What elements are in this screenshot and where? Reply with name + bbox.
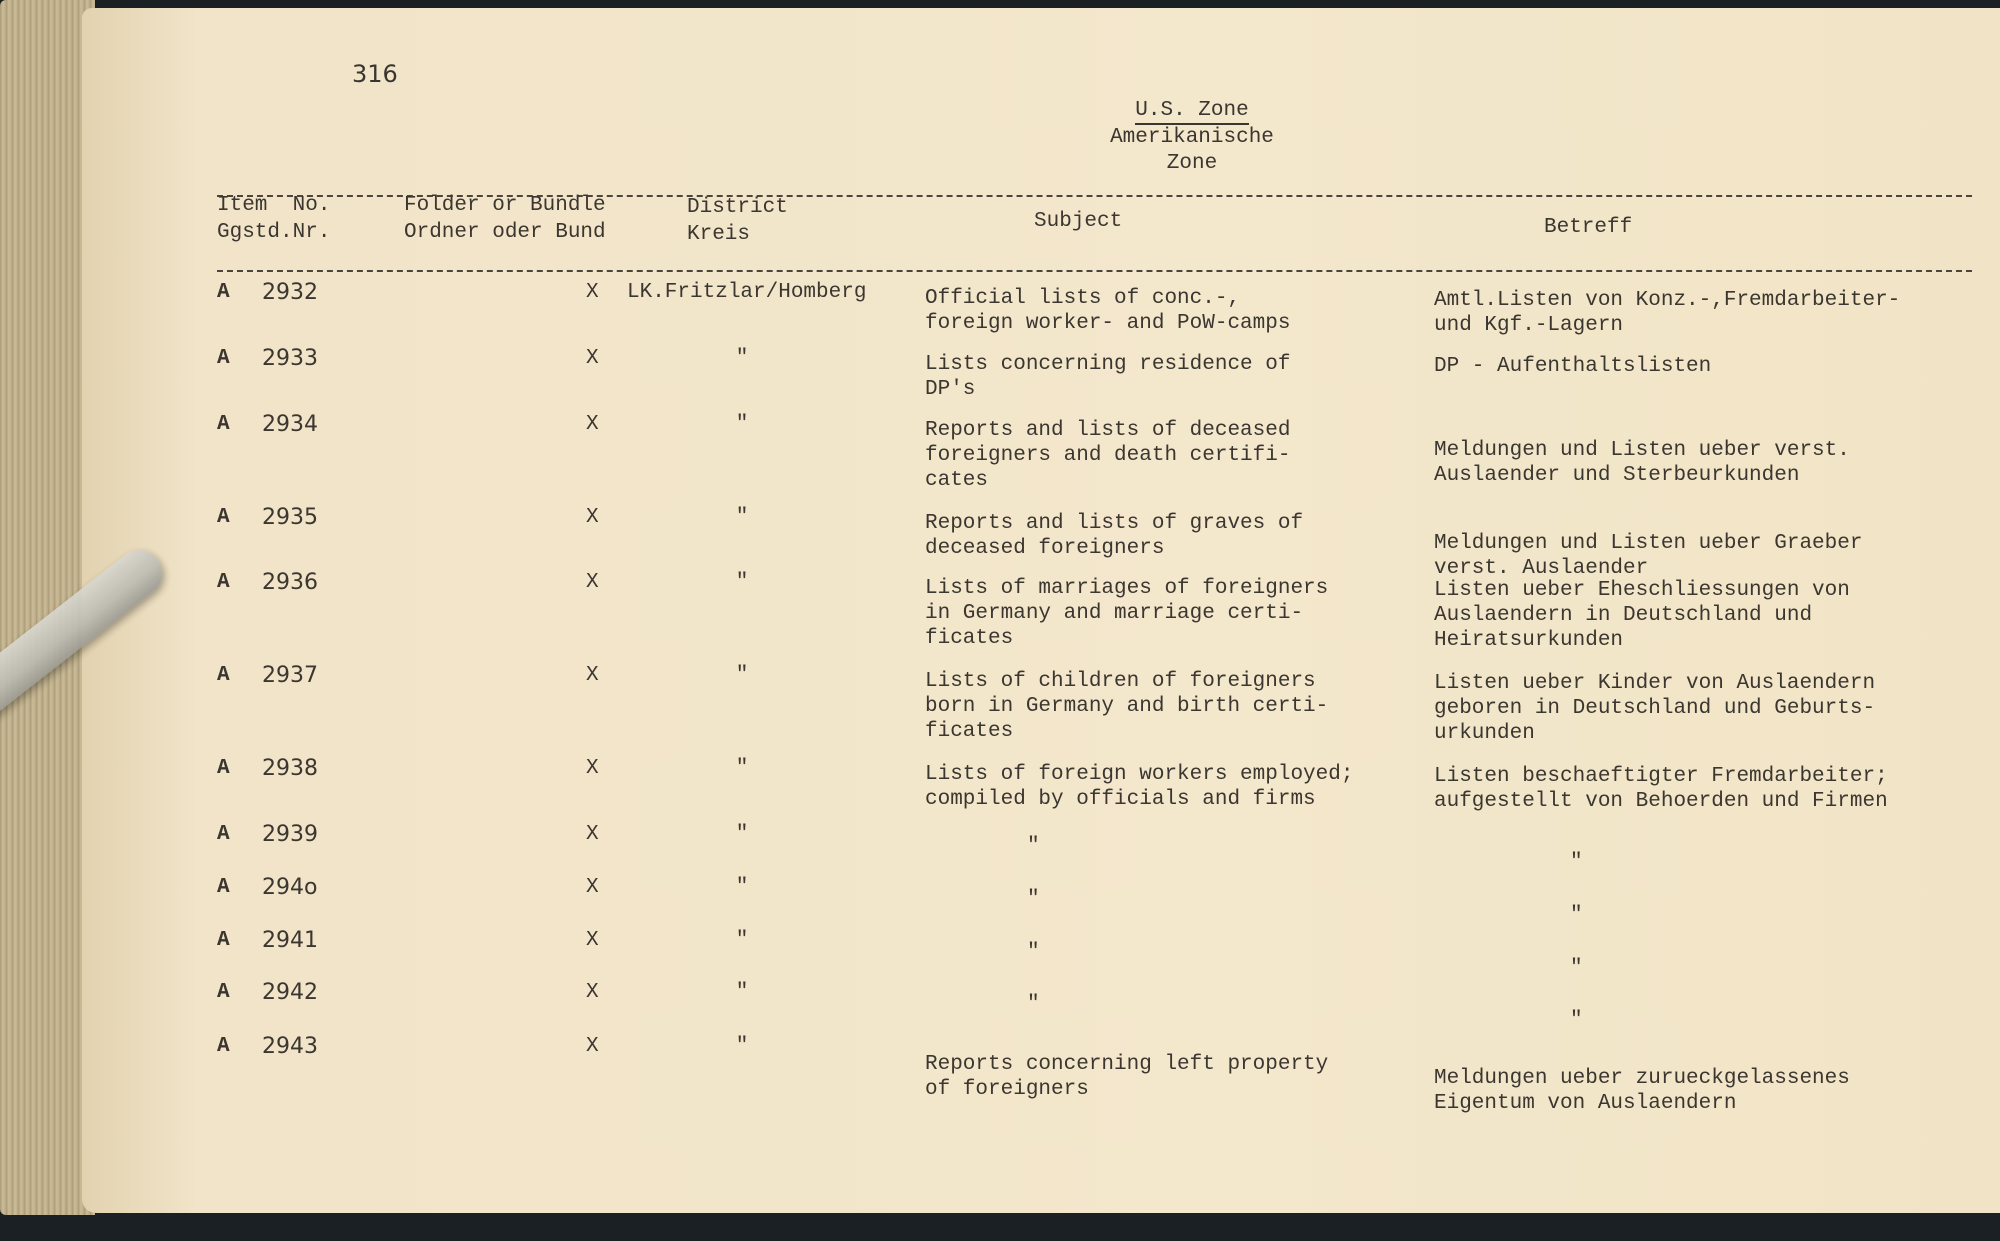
row-letter: A: [217, 664, 230, 687]
row-subject-line: compiled by officials and firms: [925, 788, 1316, 811]
row-folder-mark: X: [586, 929, 599, 952]
row-letter: A: [217, 981, 230, 1004]
row-subject: [925, 669, 1328, 744]
header-item-no-en: Item No.: [217, 194, 331, 217]
row-subject-ditto: ": [1027, 993, 1040, 1016]
row-subject-line: born in Germany and birth certi-: [925, 695, 1329, 718]
header-item-no-de: Ggstd.Nr.: [217, 221, 331, 244]
header-district-de: Kreis: [687, 223, 751, 246]
row-betreff-line: Meldungen und Listen ueber verst.: [1434, 439, 1850, 462]
row-folder-mark: X: [586, 571, 599, 594]
row-betreff-line: DP - Aufenthaltslisten: [1434, 355, 1712, 378]
row-district: ": [735, 876, 749, 899]
row-subject-line: Lists concerning residence of: [925, 353, 1291, 376]
row-subject-line: Lists of marriages of foreigners: [925, 577, 1329, 600]
row-subject-line: cates: [925, 469, 989, 492]
row-item-number: 2939: [262, 822, 318, 847]
row-subject: [925, 286, 1290, 336]
row-district: ": [735, 664, 749, 687]
page-number: 316: [352, 60, 398, 88]
row-letter: A: [217, 876, 230, 899]
row-item-number: 2943: [262, 1034, 318, 1059]
row-subject-ditto: ": [1027, 835, 1040, 858]
row-subject-line: Reports and lists of graves of: [925, 512, 1304, 535]
row-subject-line: of foreigners: [925, 1078, 1089, 1101]
row-letter: A: [217, 757, 230, 780]
header-folder-de: Ordner oder Bund: [404, 221, 606, 244]
row-item-number: 2932: [262, 280, 318, 305]
row-betreff-line: verst. Auslaender: [1434, 557, 1649, 580]
row-item-number: 2933: [262, 346, 318, 371]
row-subject-line: DP's: [925, 378, 976, 401]
row-betreff: [1434, 671, 1875, 746]
row-district: ": [735, 757, 749, 780]
row-betreff-line: Heiratsurkunden: [1434, 629, 1624, 652]
row-betreff-line: Auslaendern in Deutschland und: [1434, 604, 1813, 627]
row-betreff-ditto: ": [1570, 957, 1583, 980]
row-betreff: [1434, 1066, 1850, 1116]
row-item-number: 2938: [262, 756, 318, 781]
row-subject: [925, 511, 1303, 561]
row-betreff-line: Listen beschaeftigter Fremdarbeiter;: [1434, 765, 1888, 788]
header-subject: Subject: [1034, 210, 1123, 233]
row-item-number: 2937: [262, 663, 318, 688]
row-betreff-line: und Kgf.-Lagern: [1434, 314, 1624, 337]
row-subject: [925, 352, 1290, 402]
row-folder-mark: X: [586, 757, 599, 780]
header-bottom-rule: [217, 270, 1972, 272]
row-betreff-ditto: ": [1570, 904, 1583, 927]
row-folder-mark: X: [586, 876, 599, 899]
row-betreff: [1434, 288, 1900, 338]
row-subject: [925, 762, 1353, 812]
row-district: ": [735, 347, 749, 370]
row-letter: A: [217, 929, 230, 952]
row-betreff-line: urkunden: [1434, 722, 1535, 745]
row-letter: A: [217, 413, 230, 436]
row-letter: A: [217, 571, 230, 594]
row-betreff: [1434, 438, 1850, 488]
row-subject-ditto: ": [1027, 941, 1040, 964]
row-betreff-line: Meldungen und Listen ueber Graeber: [1434, 532, 1863, 555]
row-subject-line: Official lists of conc.-,: [925, 287, 1241, 310]
row-betreff-line: Listen ueber Eheschliessungen von: [1434, 579, 1850, 602]
zone-title-german: Amerikanische Zone: [1110, 126, 1274, 175]
row-folder-mark: X: [586, 1035, 599, 1058]
row-item-number: 2936: [262, 570, 318, 595]
row-betreff: [1434, 354, 1711, 379]
header-betreff: Betreff: [1544, 216, 1633, 239]
row-betreff-line: geboren in Deutschland und Geburts-: [1434, 697, 1876, 720]
row-betreff-line: Meldungen ueber zurueckgelassenes: [1434, 1067, 1850, 1090]
row-folder-mark: X: [586, 981, 599, 1004]
row-subject-line: Lists of children of foreigners: [925, 670, 1316, 693]
row-district: LK.Fritzlar/Homberg: [627, 281, 867, 304]
header-folder-en: Folder or Bundle: [404, 194, 606, 217]
row-item-number: 294o: [262, 875, 318, 900]
row-subject-line: foreigners and death certifi-: [925, 444, 1291, 467]
row-district: ": [735, 981, 749, 1004]
row-betreff-ditto: ": [1570, 1009, 1583, 1032]
row-subject: [925, 1052, 1328, 1102]
row-subject-line: deceased foreigners: [925, 537, 1165, 560]
row-subject-line: Reports and lists of deceased: [925, 419, 1291, 442]
row-betreff-line: Eigentum von Auslaendern: [1434, 1092, 1737, 1115]
row-subject-line: Lists of foreign workers employed;: [925, 763, 1354, 786]
row-district: ": [735, 571, 749, 594]
row-betreff: [1434, 531, 1862, 581]
row-letter: A: [217, 1035, 230, 1058]
row-betreff: [1434, 578, 1850, 653]
header-district: [687, 194, 788, 248]
row-letter: A: [217, 506, 230, 529]
zone-title: [1092, 98, 1292, 177]
row-subject-line: ficates: [925, 627, 1014, 650]
row-subject: [925, 576, 1328, 651]
row-item-number: 2941: [262, 928, 318, 953]
document-page: [82, 8, 2000, 1213]
row-betreff-line: Listen ueber Kinder von Auslaendern: [1434, 672, 1876, 695]
row-subject-line: Reports concerning left property: [925, 1053, 1329, 1076]
header-item-no: [217, 192, 330, 246]
row-subject-ditto: ": [1027, 888, 1040, 911]
row-subject-line: in Germany and marriage certi-: [925, 602, 1304, 625]
row-letter: A: [217, 281, 230, 304]
header-district-en: District: [687, 196, 788, 219]
row-subject: [925, 418, 1290, 493]
row-district: ": [735, 929, 749, 952]
row-letter: A: [217, 347, 230, 370]
row-betreff: [1434, 764, 1888, 814]
row-district: ": [735, 506, 749, 529]
row-item-number: 2935: [262, 505, 318, 530]
header-folder: [404, 192, 606, 246]
row-betreff-line: Auslaender und Sterbeurkunden: [1434, 464, 1800, 487]
row-betreff-line: aufgestellt von Behoerden und Firmen: [1434, 790, 1888, 813]
row-folder-mark: X: [586, 664, 599, 687]
row-subject-line: foreign worker- and PoW-camps: [925, 312, 1291, 335]
row-item-number: 2942: [262, 980, 318, 1005]
row-subject-line: ficates: [925, 720, 1014, 743]
row-item-number: 2934: [262, 412, 318, 437]
row-district: ": [735, 413, 749, 436]
row-folder-mark: X: [586, 506, 599, 529]
row-district: ": [735, 823, 749, 846]
zone-title-english: U.S. Zone: [1135, 99, 1248, 125]
row-folder-mark: X: [586, 823, 599, 846]
row-betreff-line: Amtl.Listen von Konz.-,Fremdarbeiter-: [1434, 289, 1901, 312]
row-letter: A: [217, 823, 230, 846]
row-district: ": [735, 1035, 749, 1058]
row-folder-mark: X: [586, 281, 599, 304]
row-folder-mark: X: [586, 413, 599, 436]
row-betreff-ditto: ": [1570, 851, 1583, 874]
row-folder-mark: X: [586, 347, 599, 370]
